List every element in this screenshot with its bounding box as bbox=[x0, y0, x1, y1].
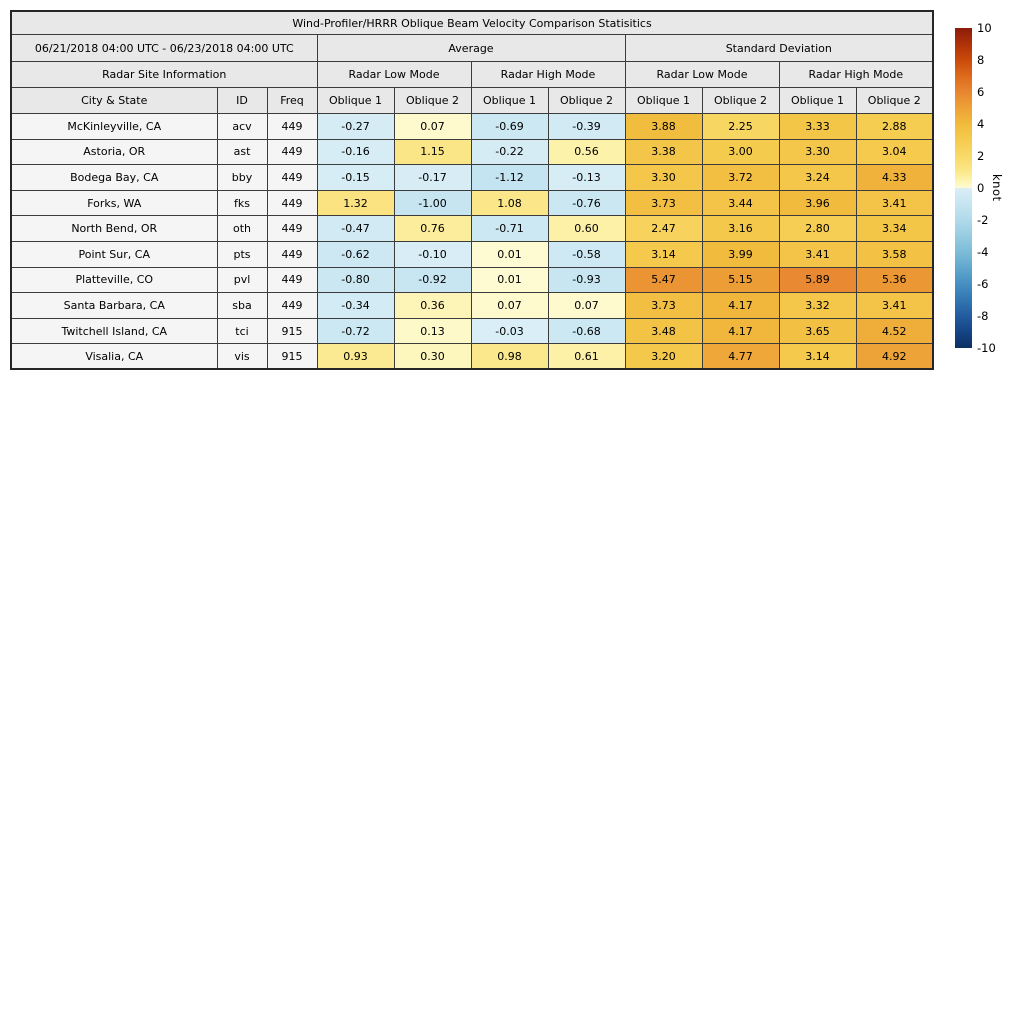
col-id: ID bbox=[217, 88, 267, 114]
value-cell-avg_high_oblique1: 0.01 bbox=[471, 241, 548, 267]
value-cell-std_low_oblique2: 4.17 bbox=[702, 318, 779, 344]
city-cell: Point Sur, CA bbox=[11, 241, 217, 267]
city-cell: Twitchell Island, CA bbox=[11, 318, 217, 344]
value-cell-std_high_oblique1: 3.41 bbox=[779, 241, 856, 267]
value-cell-avg_high_oblique2: 0.60 bbox=[548, 216, 625, 242]
value-cell-std_low_oblique1: 3.30 bbox=[625, 165, 702, 191]
value-cell-std_high_oblique2: 3.58 bbox=[856, 241, 933, 267]
value-cell-avg_low_oblique1: -0.34 bbox=[317, 293, 394, 319]
id-cell: sba bbox=[217, 293, 267, 319]
value-cell-avg_high_oblique1: -0.69 bbox=[471, 114, 548, 140]
value-cell-avg_low_oblique1: -0.27 bbox=[317, 114, 394, 140]
table-row bbox=[11, 216, 933, 242]
colorbar-tick-label: 2 bbox=[977, 149, 985, 163]
table-row bbox=[11, 344, 933, 370]
colorbar-tick-label: 4 bbox=[977, 117, 985, 131]
id-cell: tci bbox=[217, 318, 267, 344]
id-cell: fks bbox=[217, 190, 267, 216]
col-std-high-oblique1: Oblique 1 bbox=[779, 88, 856, 114]
value-cell-std_high_oblique2: 4.92 bbox=[856, 344, 933, 370]
value-cell-std_low_oblique2: 3.00 bbox=[702, 139, 779, 165]
id-cell: ast bbox=[217, 139, 267, 165]
colorbar-tick-label: 10 bbox=[977, 21, 992, 35]
table-title: Wind-Profiler/HRRR Oblique Beam Velocity Comparison Statisitics bbox=[11, 11, 933, 35]
freq-cell: 449 bbox=[267, 114, 317, 140]
colorbar-tick-label: -6 bbox=[977, 277, 989, 291]
value-cell-std_high_oblique1: 3.14 bbox=[779, 344, 856, 370]
value-cell-std_low_oblique2: 4.77 bbox=[702, 344, 779, 370]
col-std-low-oblique2: Oblique 2 bbox=[702, 88, 779, 114]
colorbar-unit-label: knot bbox=[990, 174, 1004, 202]
value-cell-std_high_oblique1: 3.65 bbox=[779, 318, 856, 344]
std-radar-high-mode: Radar High Mode bbox=[779, 62, 933, 88]
date-range: 06/21/2018 04:00 UTC - 06/23/2018 04:00 UTC bbox=[11, 35, 317, 62]
colorbar-tick-label: -8 bbox=[977, 309, 989, 323]
value-cell-avg_high_oblique1: -0.03 bbox=[471, 318, 548, 344]
value-cell-avg_low_oblique2: -0.92 bbox=[394, 267, 471, 293]
value-cell-avg_high_oblique1: 0.07 bbox=[471, 293, 548, 319]
value-cell-std_low_oblique1: 3.88 bbox=[625, 114, 702, 140]
value-cell-avg_low_oblique2: -0.10 bbox=[394, 241, 471, 267]
value-cell-std_high_oblique2: 2.88 bbox=[856, 114, 933, 140]
city-cell: Astoria, OR bbox=[11, 139, 217, 165]
value-cell-avg_low_oblique1: -0.62 bbox=[317, 241, 394, 267]
value-cell-avg_high_oblique1: 0.01 bbox=[471, 267, 548, 293]
colorbar-tick-label: 6 bbox=[977, 85, 985, 99]
col-std-low-oblique1: Oblique 1 bbox=[625, 88, 702, 114]
value-cell-std_low_oblique1: 3.48 bbox=[625, 318, 702, 344]
value-cell-std_high_oblique1: 3.96 bbox=[779, 190, 856, 216]
radar-site-information: Radar Site Information bbox=[11, 62, 317, 88]
table-row bbox=[11, 114, 933, 140]
value-cell-std_high_oblique2: 3.41 bbox=[856, 293, 933, 319]
value-cell-std_low_oblique1: 2.47 bbox=[625, 216, 702, 242]
value-cell-avg_low_oblique1: -0.47 bbox=[317, 216, 394, 242]
value-cell-avg_low_oblique1: 0.93 bbox=[317, 344, 394, 370]
std-radar-low-mode: Radar Low Mode bbox=[625, 62, 779, 88]
value-cell-std_high_oblique2: 3.34 bbox=[856, 216, 933, 242]
value-cell-avg_low_oblique2: 0.13 bbox=[394, 318, 471, 344]
value-cell-std_high_oblique1: 3.30 bbox=[779, 139, 856, 165]
table-row bbox=[11, 165, 933, 191]
value-cell-std_low_oblique1: 3.14 bbox=[625, 241, 702, 267]
value-cell-std_high_oblique2: 4.33 bbox=[856, 165, 933, 191]
colorbar-gradient bbox=[955, 28, 972, 348]
value-cell-std_low_oblique2: 3.72 bbox=[702, 165, 779, 191]
avg-radar-high-mode: Radar High Mode bbox=[471, 62, 625, 88]
value-cell-std_high_oblique1: 5.89 bbox=[779, 267, 856, 293]
value-cell-avg_high_oblique1: -0.22 bbox=[471, 139, 548, 165]
table-row bbox=[11, 190, 933, 216]
table-row bbox=[11, 139, 933, 165]
value-cell-avg_high_oblique1: -1.12 bbox=[471, 165, 548, 191]
value-cell-std_high_oblique1: 3.24 bbox=[779, 165, 856, 191]
value-cell-std_high_oblique1: 3.33 bbox=[779, 114, 856, 140]
city-cell: McKinleyville, CA bbox=[11, 114, 217, 140]
stats-table bbox=[10, 10, 934, 370]
value-cell-std_low_oblique1: 3.73 bbox=[625, 190, 702, 216]
value-cell-avg_high_oblique2: 0.56 bbox=[548, 139, 625, 165]
value-cell-std_high_oblique2: 3.04 bbox=[856, 139, 933, 165]
value-cell-avg_low_oblique2: -1.00 bbox=[394, 190, 471, 216]
city-cell: Visalia, CA bbox=[11, 344, 217, 370]
id-cell: oth bbox=[217, 216, 267, 242]
value-cell-avg_low_oblique1: 1.32 bbox=[317, 190, 394, 216]
col-avg-low-oblique2: Oblique 2 bbox=[394, 88, 471, 114]
value-cell-std_low_oblique2: 3.16 bbox=[702, 216, 779, 242]
freq-cell: 449 bbox=[267, 293, 317, 319]
table-body bbox=[11, 114, 933, 370]
value-cell-avg_high_oblique2: -0.93 bbox=[548, 267, 625, 293]
freq-cell: 449 bbox=[267, 190, 317, 216]
value-cell-avg_low_oblique1: -0.15 bbox=[317, 165, 394, 191]
mode-header-row bbox=[11, 62, 933, 88]
id-cell: vis bbox=[217, 344, 267, 370]
city-cell: Platteville, CO bbox=[11, 267, 217, 293]
value-cell-avg_low_oblique1: -0.80 bbox=[317, 267, 394, 293]
colorbar-tick-label: 0 bbox=[977, 181, 985, 195]
city-cell: Bodega Bay, CA bbox=[11, 165, 217, 191]
colorbar-tick-label: 8 bbox=[977, 53, 985, 67]
value-cell-avg_low_oblique2: 0.36 bbox=[394, 293, 471, 319]
table-row bbox=[11, 318, 933, 344]
id-cell: bby bbox=[217, 165, 267, 191]
value-cell-std_low_oblique1: 5.47 bbox=[625, 267, 702, 293]
value-cell-avg_high_oblique2: -0.13 bbox=[548, 165, 625, 191]
id-cell: pvl bbox=[217, 267, 267, 293]
group-average: Average bbox=[317, 35, 625, 62]
value-cell-std_low_oblique2: 4.17 bbox=[702, 293, 779, 319]
value-cell-avg_high_oblique2: 0.07 bbox=[548, 293, 625, 319]
value-cell-avg_high_oblique1: 0.98 bbox=[471, 344, 548, 370]
colorbar-tick-label: -2 bbox=[977, 213, 989, 227]
value-cell-avg_high_oblique2: -0.76 bbox=[548, 190, 625, 216]
group-header-row bbox=[11, 35, 933, 62]
city-cell: Forks, WA bbox=[11, 190, 217, 216]
value-cell-avg_low_oblique2: 1.15 bbox=[394, 139, 471, 165]
id-cell: pts bbox=[217, 241, 267, 267]
freq-cell: 449 bbox=[267, 267, 317, 293]
city-cell: North Bend, OR bbox=[11, 216, 217, 242]
value-cell-avg_low_oblique2: 0.30 bbox=[394, 344, 471, 370]
colorbar-tick-label: -10 bbox=[977, 341, 996, 355]
value-cell-std_high_oblique2: 4.52 bbox=[856, 318, 933, 344]
value-cell-avg_low_oblique2: 0.76 bbox=[394, 216, 471, 242]
value-cell-avg_high_oblique2: -0.58 bbox=[548, 241, 625, 267]
value-cell-std_low_oblique1: 3.73 bbox=[625, 293, 702, 319]
value-cell-std_high_oblique2: 5.36 bbox=[856, 267, 933, 293]
value-cell-std_low_oblique2: 5.15 bbox=[702, 267, 779, 293]
freq-cell: 449 bbox=[267, 241, 317, 267]
value-cell-avg_high_oblique1: 1.08 bbox=[471, 190, 548, 216]
col-avg-low-oblique1: Oblique 1 bbox=[317, 88, 394, 114]
col-avg-high-oblique1: Oblique 1 bbox=[471, 88, 548, 114]
value-cell-std_low_oblique1: 3.20 bbox=[625, 344, 702, 370]
city-cell: Santa Barbara, CA bbox=[11, 293, 217, 319]
col-std-high-oblique2: Oblique 2 bbox=[856, 88, 933, 114]
avg-radar-low-mode: Radar Low Mode bbox=[317, 62, 471, 88]
freq-cell: 449 bbox=[267, 216, 317, 242]
value-cell-std_high_oblique1: 2.80 bbox=[779, 216, 856, 242]
colorbar bbox=[955, 21, 1024, 355]
value-cell-avg_high_oblique2: -0.68 bbox=[548, 318, 625, 344]
value-cell-avg_high_oblique2: -0.39 bbox=[548, 114, 625, 140]
value-cell-std_low_oblique1: 3.38 bbox=[625, 139, 702, 165]
title-row bbox=[11, 11, 933, 35]
table-row bbox=[11, 293, 933, 319]
freq-cell: 915 bbox=[267, 318, 317, 344]
col-freq: Freq bbox=[267, 88, 317, 114]
freq-cell: 915 bbox=[267, 344, 317, 370]
col-avg-high-oblique2: Oblique 2 bbox=[548, 88, 625, 114]
value-cell-std_low_oblique2: 2.25 bbox=[702, 114, 779, 140]
col-city-state: City & State bbox=[11, 88, 217, 114]
value-cell-avg_high_oblique2: 0.61 bbox=[548, 344, 625, 370]
id-cell: acv bbox=[217, 114, 267, 140]
value-cell-avg_high_oblique1: -0.71 bbox=[471, 216, 548, 242]
group-standard-deviation: Standard Deviation bbox=[625, 35, 933, 62]
table-row bbox=[11, 267, 933, 293]
value-cell-avg_low_oblique2: 0.07 bbox=[394, 114, 471, 140]
value-cell-std_low_oblique2: 3.99 bbox=[702, 241, 779, 267]
value-cell-avg_low_oblique1: -0.72 bbox=[317, 318, 394, 344]
freq-cell: 449 bbox=[267, 139, 317, 165]
value-cell-std_high_oblique1: 3.32 bbox=[779, 293, 856, 319]
table-row bbox=[11, 241, 933, 267]
value-cell-avg_low_oblique2: -0.17 bbox=[394, 165, 471, 191]
value-cell-std_low_oblique2: 3.44 bbox=[702, 190, 779, 216]
value-cell-avg_low_oblique1: -0.16 bbox=[317, 139, 394, 165]
colorbar-tick-label: -4 bbox=[977, 245, 989, 259]
freq-cell: 449 bbox=[267, 165, 317, 191]
value-cell-std_high_oblique2: 3.41 bbox=[856, 190, 933, 216]
column-header-row bbox=[11, 88, 933, 114]
